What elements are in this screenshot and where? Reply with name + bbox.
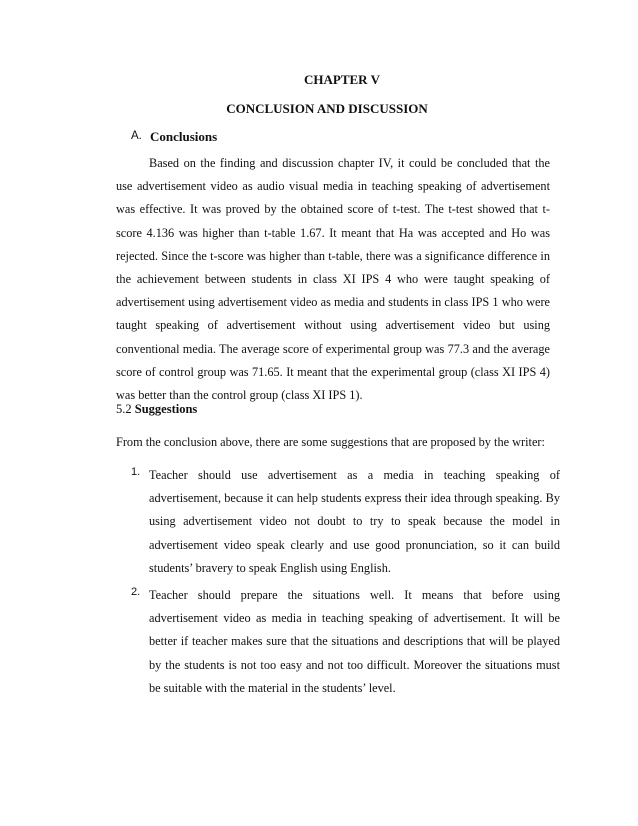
section-label: Suggestions (134, 402, 198, 416)
list-item-text: Teacher should prepare the situations well. It means that before using advertisement video as media in teaching speaking of advertisement. It will be better if teacher makes sure that the situations and descriptions that will be played by the students is not too easy and not too difficult. Moreover the situations must be suitable with the material in the students’ level. (149, 588, 560, 695)
list-marker: 1. (131, 466, 141, 478)
chapter-subtitle: CONCLUSION AND DISCUSSION (226, 101, 428, 116)
list-marker: 2. (131, 586, 141, 598)
conclusion-paragraph: Based on the finding and discussion chapter IV, it could be concluded that the use advertisement video as audio visual media in teaching speaking of advertisement was effective. It was proved by the obtained score of t-test. The t-test showed that t-score 4.136 was higher than t-table 1.67. It meant that Ha was accepted and Ho was rejected. Since the t-score was higher than t-table, there was a significance difference in the achievement between students in class XI IPS 4 who were taught speaking of advertisement using advertisement video as media and students in class IPS 1 who were taught speaking of advertisement without using advertisement video but using conventional media. The average score of experimental group was 77.3 and the average score of control group was 71.65. It meant that the experimental group (class XI IPS 4) was better than the control group (class XI IPS 1). (116, 156, 550, 403)
section-number: 5.2 (116, 402, 132, 416)
suggestions-intro: From the conclusion above, there are some suggestions that are proposed by the writer: (116, 435, 545, 449)
section-label: Conclusions (150, 129, 218, 144)
list-item-text: Teacher should use advertisement as a media in teaching speaking of advertisement, because it can help students express their idea through speaking. By using advertisement video not doubt to try to speak because the model in advertisement video speak clearly and use good pronunciation, so it can build students’ bravery to speak English using English. (149, 468, 560, 575)
section-marker: A. (131, 130, 142, 142)
chapter-title: CHAPTER V (304, 72, 380, 87)
section-heading-suggestions (116, 402, 197, 417)
